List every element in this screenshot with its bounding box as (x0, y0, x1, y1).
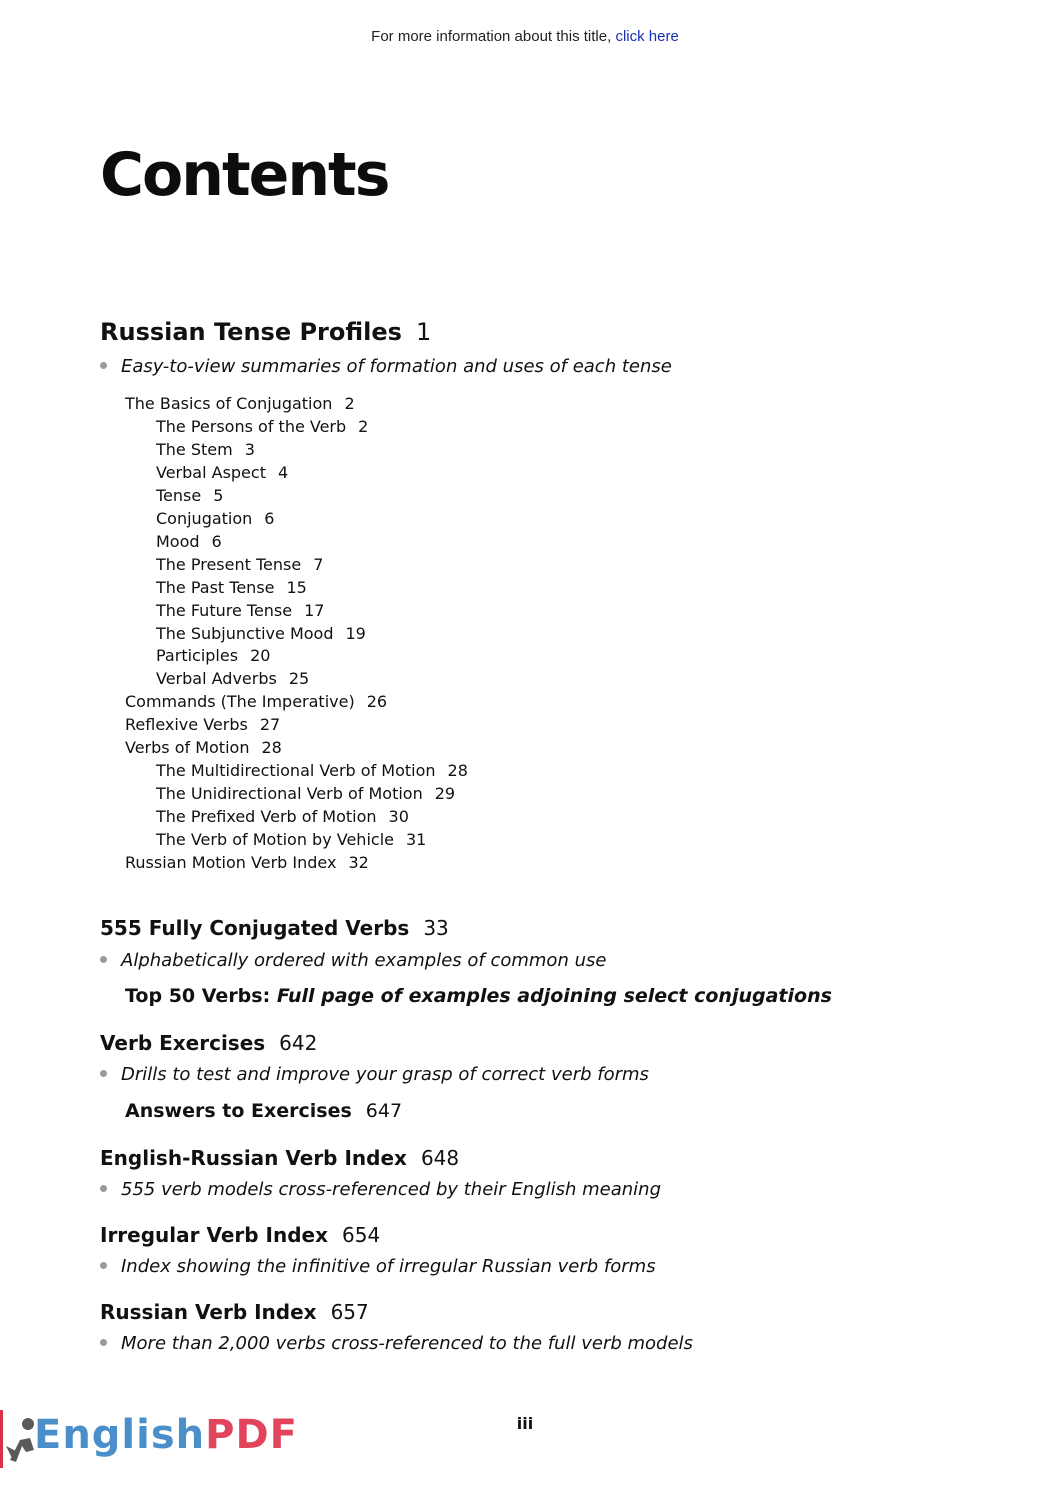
toc-entry[interactable] (125, 851, 369, 874)
toc-page: 30 (388, 807, 409, 826)
section-heading-english-russian-index[interactable] (100, 1146, 459, 1170)
section-description (100, 1333, 693, 1354)
bullet-icon (100, 362, 107, 369)
toc-page: 28 (261, 738, 282, 757)
toc-page: 15 (286, 578, 307, 597)
title-info-text: For more information about this title, (371, 28, 616, 45)
toc-page: 3 (244, 440, 255, 459)
toc-entry[interactable] (156, 828, 426, 851)
logo-pdf: PDF (205, 1412, 298, 1458)
section-heading-tense-profiles[interactable] (100, 318, 431, 346)
toc-page: 5 (213, 486, 224, 505)
section-description (100, 950, 606, 971)
toc-page: 6 (264, 509, 275, 528)
answers-subheading[interactable] (125, 1100, 402, 1122)
section-heading-russian-index[interactable] (100, 1300, 369, 1324)
bullet-icon (100, 1070, 107, 1077)
section-title: 555 Fully Conjugated Verbs (100, 916, 410, 940)
toc-entry[interactable] (156, 530, 222, 553)
toc-page: 26 (366, 692, 388, 711)
toc-page: 27 (259, 715, 281, 734)
toc-page: 20 (250, 646, 271, 665)
toc-page: 7 (313, 555, 324, 574)
section-page: 648 (420, 1146, 460, 1170)
toc-label: The Subjunctive Mood (156, 624, 334, 643)
toc-label: The Prefixed Verb of Motion (156, 807, 377, 826)
toc-label: The Basics of Conjugation (125, 394, 333, 413)
toc-entry[interactable] (156, 782, 455, 805)
toc-label: Verbal Aspect (156, 463, 266, 482)
top50-subheading[interactable] (125, 985, 832, 1007)
section-title: Verb Exercises (100, 1031, 266, 1055)
toc-entry[interactable] (156, 622, 366, 645)
toc-entry[interactable] (156, 576, 307, 599)
toc-label: Russian Motion Verb Index (125, 853, 337, 872)
section-title: English-Russian Verb Index (100, 1146, 407, 1170)
description-text: Easy-to-view summaries of formation and uses of each tense (121, 356, 672, 377)
description-text: 555 verb models cross-referenced by their English meaning (121, 1179, 662, 1200)
page-title: Contents (100, 140, 389, 210)
toc-entry[interactable] (125, 736, 282, 759)
toc-page: 4 (277, 463, 289, 482)
toc-entry[interactable] (125, 392, 355, 415)
toc-label: Participles (156, 646, 239, 665)
toc-entry[interactable] (156, 805, 409, 828)
toc-label: The Multidirectional Verb of Motion (156, 761, 436, 780)
toc-page: 19 (345, 624, 366, 643)
section-page: 654 (342, 1223, 381, 1247)
toc-entry[interactable] (156, 599, 324, 622)
section-page: 642 (279, 1031, 318, 1055)
section-heading-verb-exercises[interactable] (100, 1031, 317, 1055)
toc-entry[interactable] (156, 553, 323, 576)
toc-entry[interactable] (156, 415, 368, 438)
top50-label: Top 50 Verbs: (125, 985, 277, 1007)
answers-page: 647 (365, 1100, 403, 1122)
title-info-note (0, 28, 1050, 45)
section-title: Russian Tense Profiles (100, 318, 402, 346)
toc-label: Reflexive Verbs (125, 715, 248, 734)
toc-label: Tense (156, 486, 202, 505)
logo-english: English (34, 1412, 206, 1458)
toc-page: 6 (211, 532, 222, 551)
toc-label: The Stem (156, 440, 233, 459)
section-description (100, 1256, 656, 1277)
toc-entry[interactable] (156, 438, 255, 461)
section-title: Irregular Verb Index (100, 1223, 329, 1247)
section-page: 33 (423, 916, 449, 940)
section-description (100, 356, 672, 377)
englishpdf-logo[interactable] (0, 1410, 298, 1470)
toc-page: 2 (358, 417, 369, 436)
section-title: Russian Verb Index (100, 1300, 317, 1324)
toc-entry[interactable] (125, 713, 280, 736)
logo-wordmark (34, 1412, 298, 1458)
toc-entry[interactable] (156, 667, 309, 690)
bullet-icon (100, 1185, 107, 1192)
section-description (100, 1179, 661, 1200)
toc-page: 17 (304, 601, 325, 620)
toc-page: 31 (405, 830, 427, 849)
toc-label: The Verb of Motion by Vehicle (156, 830, 394, 849)
toc-entry[interactable] (156, 759, 468, 782)
toc-label: The Persons of the Verb (156, 417, 347, 436)
toc-page: 29 (434, 784, 456, 803)
toc-label: The Past Tense (156, 578, 275, 597)
toc-page: 32 (348, 853, 369, 872)
section-heading-conjugated-verbs[interactable] (100, 916, 449, 940)
toc-label: Conjugation (156, 509, 253, 528)
toc-page: 2 (344, 394, 355, 413)
toc-label: Commands (The Imperative) (125, 692, 355, 711)
top50-description: Full page of examples adjoining select conjugations (276, 985, 832, 1007)
toc-label: The Future Tense (156, 601, 293, 620)
page-number: iii (516, 1414, 534, 1433)
section-description (100, 1064, 649, 1085)
toc-entry[interactable] (156, 644, 270, 667)
logo-accent-bar (0, 1410, 3, 1468)
description-text: Alphabetically ordered with examples of common use (121, 950, 607, 971)
answers-label: Answers to Exercises (125, 1100, 352, 1122)
description-text: Index showing the infinitive of irregular Russian verb forms (121, 1256, 656, 1277)
toc-entry[interactable] (156, 484, 223, 507)
toc-entry[interactable] (156, 507, 274, 530)
description-text: Drills to test and improve your grasp of correct verb forms (121, 1064, 649, 1085)
toc-page: 28 (447, 761, 468, 780)
section-page: 657 (330, 1300, 369, 1324)
toc-label: The Unidirectional Verb of Motion (156, 784, 423, 803)
section-heading-irregular-index[interactable] (100, 1223, 380, 1247)
bullet-icon (100, 956, 107, 963)
toc-label: The Present Tense (156, 555, 302, 574)
toc-entry[interactable] (125, 690, 387, 713)
toc-label: Verbal Adverbs (156, 669, 277, 688)
section-page: 1 (415, 318, 432, 346)
bullet-icon (100, 1339, 107, 1346)
bullet-icon (100, 1262, 107, 1269)
toc-label: Mood (156, 532, 200, 551)
toc-page: 25 (288, 669, 310, 688)
toc-label: Verbs of Motion (125, 738, 250, 757)
toc-entry[interactable] (156, 461, 288, 484)
click-here-link[interactable]: click here (615, 28, 679, 45)
description-text: More than 2,000 verbs cross-referenced to the full verb models (121, 1333, 693, 1354)
